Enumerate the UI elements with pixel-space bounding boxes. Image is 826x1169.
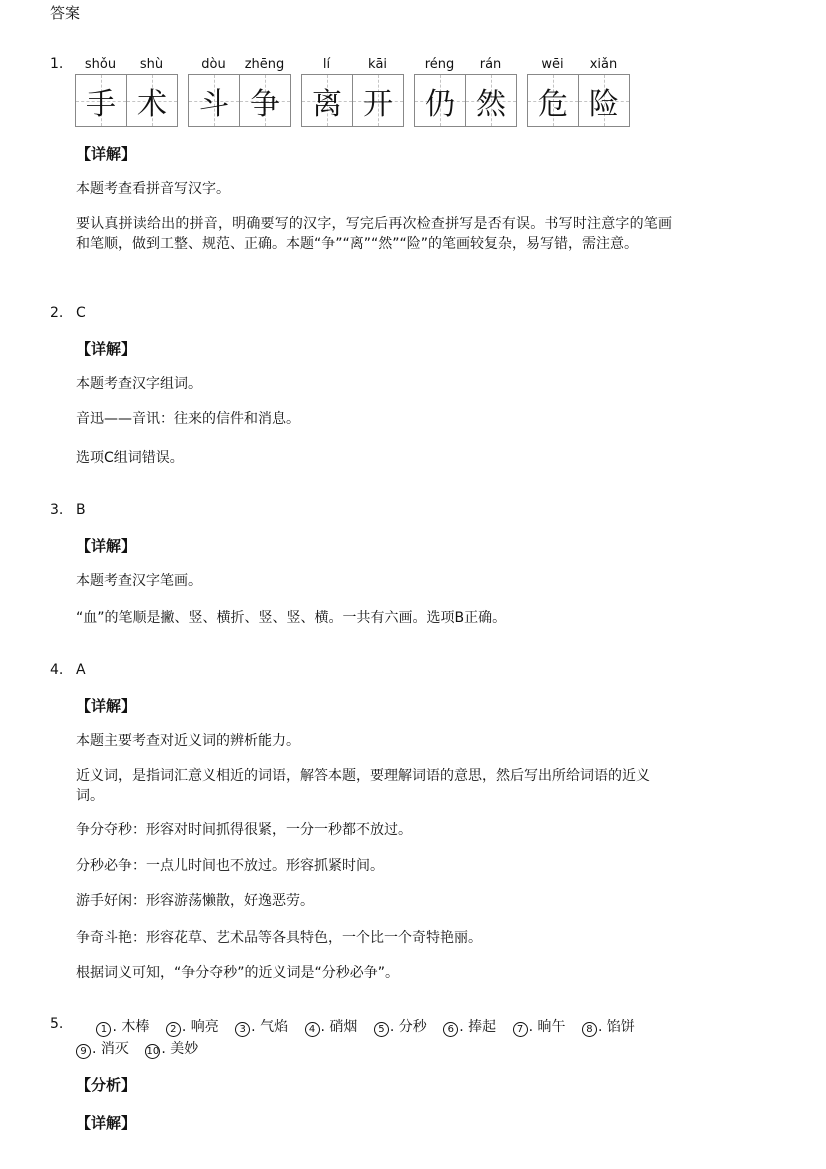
question-3-number: 3.	[50, 502, 64, 518]
question-1-number: 1.	[50, 56, 64, 72]
character-box	[189, 75, 239, 126]
explanation-text: 本题主要考查对近义词的辨析能力。	[76, 733, 300, 749]
explanation-text: 近义词，是指词汇意义相近的词语，解答本题，要理解词语的意思，然后写出所给词语的近义词。	[76, 768, 650, 804]
character-box	[352, 75, 403, 126]
answer-item	[96, 1019, 149, 1035]
character: 手	[86, 86, 116, 122]
answer-text: . 消灭	[92, 1041, 129, 1057]
section-label: 【详解】	[76, 537, 137, 555]
answer-item	[235, 1019, 288, 1035]
character: 离	[312, 86, 342, 122]
pinyin: réng	[424, 57, 455, 72]
pinyin: lí	[322, 57, 331, 72]
answer-item	[443, 1019, 496, 1035]
answer-item	[305, 1019, 358, 1035]
circled-number: 1	[96, 1022, 111, 1037]
character-box	[465, 75, 516, 126]
explanation-text: “血”的笔顺是撇、竖、横折、竖、竖、横。一共有六画。选项B正确。	[76, 610, 507, 626]
pinyin: shù	[139, 57, 164, 72]
character: 险	[589, 86, 619, 122]
answer-text: . 晌午	[528, 1019, 566, 1035]
answer-text: . 硝烟	[320, 1019, 358, 1035]
answer-text: . 馅饼	[597, 1019, 635, 1035]
character: 开	[363, 86, 393, 122]
character-box	[76, 75, 126, 126]
answer-list	[76, 1016, 676, 1060]
circled-number: 2	[166, 1022, 181, 1037]
answer-item	[582, 1019, 635, 1035]
question-2-number: 2.	[50, 305, 64, 321]
explanation-text: 本题考查看拼音写汉字。	[76, 181, 230, 197]
character: 术	[137, 86, 167, 122]
character: 仍	[425, 86, 455, 122]
character-box	[415, 75, 465, 126]
character-box	[528, 75, 578, 126]
section-label: 【详解】	[76, 697, 137, 715]
answer-choice: C	[76, 305, 86, 321]
pinyin: kāi	[367, 57, 388, 72]
answer-text: . 响亮	[181, 1019, 219, 1035]
character-grid	[75, 55, 630, 127]
explanation-text: 根据词义可知，“争分夺秒”的近义词是“分秒必争”。	[76, 965, 400, 981]
character: 争	[250, 86, 280, 122]
question-4-number: 4.	[50, 662, 64, 678]
answer-item	[145, 1041, 198, 1057]
pinyin: wēi	[541, 57, 564, 72]
explanation-text: 要认真拼读给出的拼音，明确要写的汉字，写完后再次检查拼写是否有误。书写时注意字的笔画和笔顺，做到工整、规范、正确。本题“争”“离”“然”“险”的笔画较复杂，易写错，需注意。	[76, 216, 672, 252]
answer-choice: A	[76, 662, 86, 678]
section-label: 【详解】	[76, 340, 137, 358]
circled-number: 9	[76, 1044, 91, 1059]
explanation-text: 游手好闲：形容游荡懒散，好逸恶劳。	[76, 893, 314, 909]
answer-text: . 分秒	[389, 1019, 427, 1035]
page-title: 答案	[50, 4, 81, 22]
question-5-number: 5.	[50, 1016, 64, 1032]
answer-text: . 捧起	[459, 1019, 497, 1035]
pinyin: rán	[479, 57, 502, 72]
character-box	[126, 75, 177, 126]
section-label: 【分析】	[76, 1076, 137, 1094]
section-label: 【详解】	[76, 1114, 137, 1132]
circled-number: 7	[513, 1022, 528, 1037]
circled-number: 3	[235, 1022, 250, 1037]
answer-text: . 木棒	[112, 1019, 150, 1035]
circled-number: 6	[443, 1022, 458, 1037]
character-box	[578, 75, 629, 126]
answer-text: . 美妙	[161, 1041, 199, 1057]
answer-item	[76, 1041, 129, 1057]
circled-number: 10	[146, 1046, 160, 1057]
explanation-text: 争奇斗艳：形容花草、艺术品等各具特色，一个比一个奇特艳丽。	[76, 930, 482, 946]
circled-number: 8	[582, 1022, 597, 1037]
answer-item	[513, 1019, 566, 1035]
pinyin: dòu	[201, 57, 226, 72]
pinyin: xiǎn	[589, 57, 618, 72]
character: 危	[538, 86, 568, 122]
character: 然	[476, 86, 506, 122]
explanation-text: 音迅——音讯：往来的信件和消息。	[76, 411, 300, 427]
circled-number: 5	[374, 1022, 389, 1037]
word-group-5	[527, 55, 630, 127]
answer-choice: B	[76, 502, 86, 518]
word-group-4	[414, 55, 517, 127]
section-label: 【详解】	[76, 145, 137, 163]
answer-text: . 气焰	[251, 1019, 289, 1035]
character-box	[302, 75, 352, 126]
pinyin: shǒu	[84, 57, 117, 72]
word-group-2	[188, 55, 291, 127]
answer-item	[374, 1019, 427, 1035]
explanation-text: 选项C组词错误。	[76, 450, 184, 466]
explanation-text: 分秒必争：一点儿时间也不放过。形容抓紧时间。	[76, 858, 384, 874]
pinyin: zhēng	[244, 57, 285, 72]
explanation-text: 本题考查汉字笔画。	[76, 573, 202, 589]
word-group-1	[75, 55, 178, 127]
explanation-text: 争分夺秒：形容对时间抓得很紧，一分一秒都不放过。	[76, 822, 412, 838]
explanation-text: 本题考查汉字组词。	[76, 376, 202, 392]
answer-item	[166, 1019, 219, 1035]
circled-number: 4	[305, 1022, 320, 1037]
character: 斗	[199, 86, 229, 122]
character-box	[239, 75, 290, 126]
word-group-3	[301, 55, 404, 127]
